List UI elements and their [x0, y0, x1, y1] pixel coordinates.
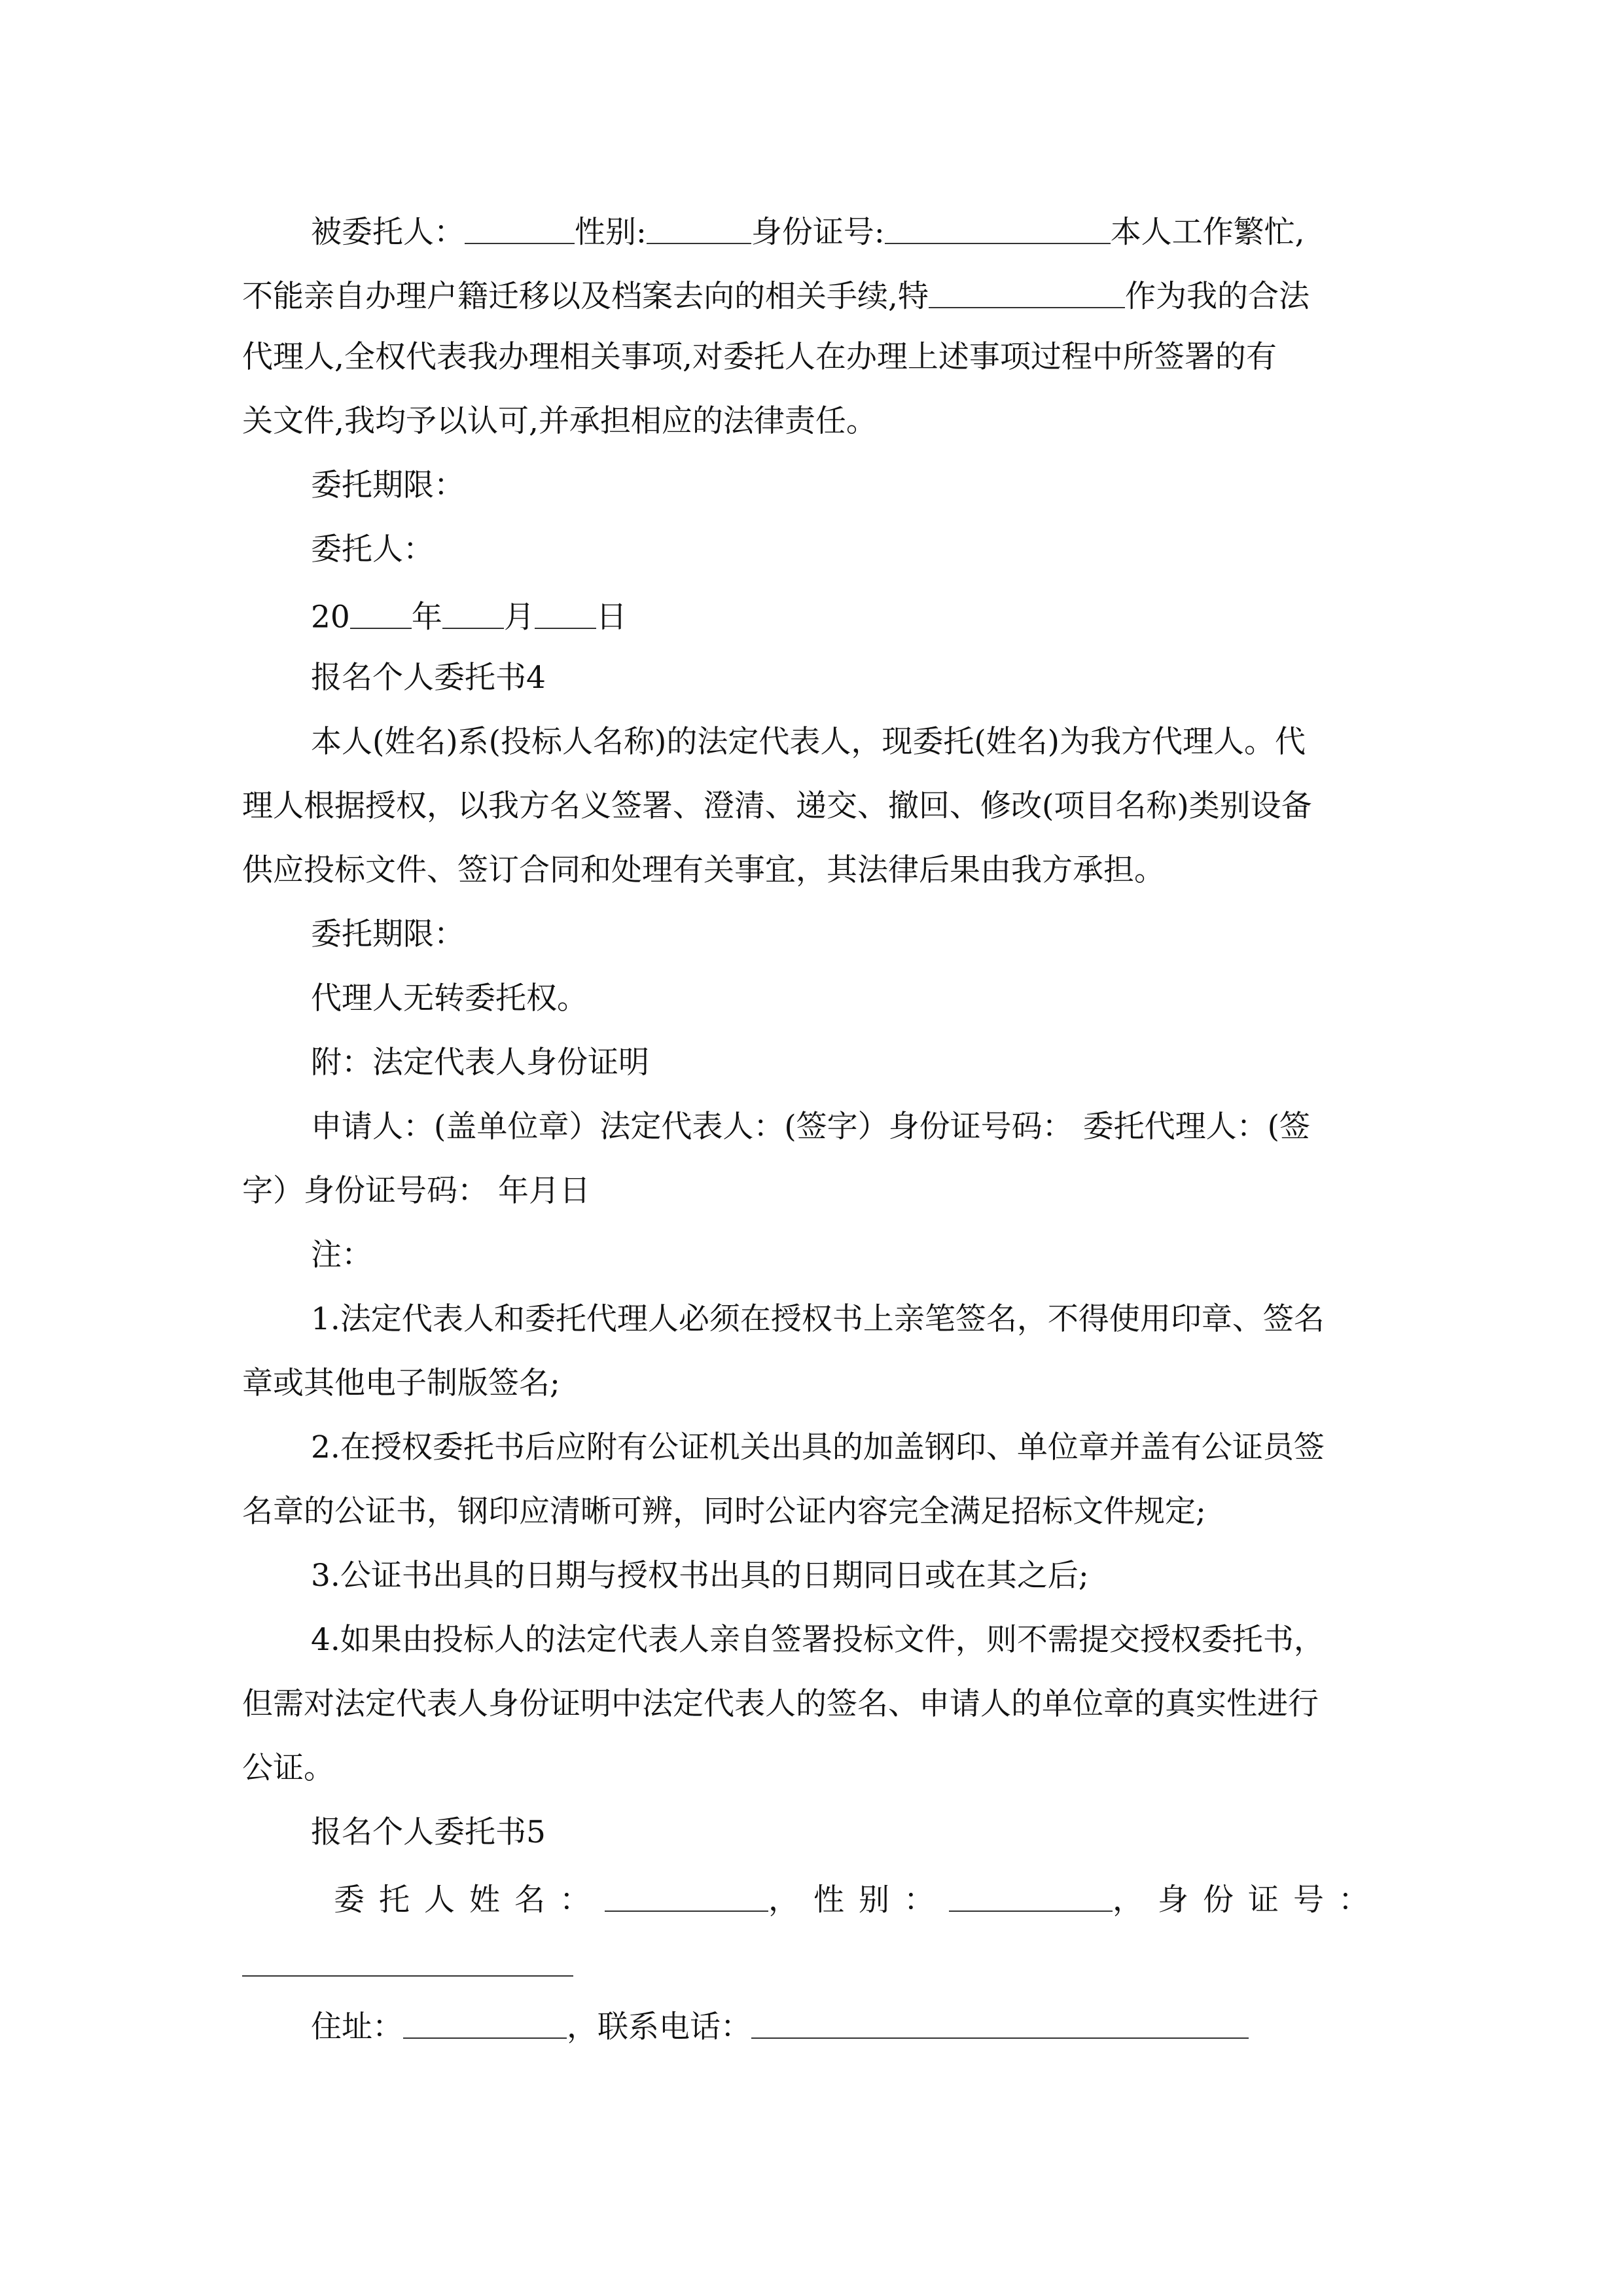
- entrusted-person-label: 被委托人：: [311, 214, 465, 251]
- note-label: 注：: [311, 1237, 372, 1273]
- note4-line3: 公证。: [242, 1750, 334, 1786]
- section4-para-line2: 理人根据授权，以我方名义签署、澄清、递交、撤回、修改(项目名称)类别设备: [242, 788, 1312, 824]
- section4-para-line3: 供应投标文件、签订合同和处理有关事宜，其法律后果由我方承担。: [242, 852, 1165, 888]
- attachment-text: 附：法定代表人身份证明: [311, 1045, 649, 1081]
- entrusted-person-blank[interactable]: [465, 213, 575, 244]
- paragraph1-line3: 代理人,全权代表我办理相关事项,对委托人在办理上述事项过程中所签署的有: [242, 339, 1277, 375]
- note1-line2: 章或其他电子制版签名;: [242, 1365, 560, 1401]
- applicant-line1: 申请人：(盖单位章）法定代表人：(签字）身份证号码： 委托代理人：(签: [311, 1109, 1310, 1145]
- section4-term-label: 委托期限：: [311, 916, 465, 952]
- note2-line2: 名章的公证书，钢印应清晰可辨，同时公证内容完全满足招标文件规定;: [242, 1494, 1206, 1530]
- applicant-line2: 字）身份证号码： 年月日: [242, 1173, 590, 1209]
- section5-id-label: 身份证号：: [1158, 1882, 1383, 1918]
- id-number-blank-line[interactable]: [242, 1975, 573, 1977]
- day-label: 日: [596, 599, 627, 636]
- id-number-blank[interactable]: [885, 213, 1111, 244]
- section5-gender-label: 性别：: [813, 1882, 949, 1918]
- date-line: [311, 598, 1450, 636]
- day-blank[interactable]: [535, 598, 596, 629]
- section4-para-line1: 本人(姓名)系(投标人名称)的法定代表人，现委托(姓名)为我方代理人。代: [311, 724, 1306, 760]
- principal-name-label: 委托人姓名：: [334, 1882, 605, 1918]
- address-phone-line: [311, 2008, 1450, 2045]
- note2-line1: 2.在授权委托书后应附有公证机关出具的加盖钢印、单位章并盖有公证员签: [311, 1429, 1325, 1465]
- month-label: 月: [503, 599, 535, 636]
- note4-line1: 4.如果由投标人的法定代表人亲自签署投标文件，则不需提交授权委托书，: [311, 1622, 1325, 1658]
- note1-line1: 1.法定代表人和委托代理人必须在授权书上亲笔签名，不得使用印章、签名: [311, 1301, 1325, 1337]
- year-label: 年: [411, 599, 442, 636]
- gender-blank[interactable]: [647, 213, 751, 244]
- paragraph1-line2-tail: 作为我的合法: [1124, 278, 1310, 315]
- busy-text: 本人工作繁忙,: [1110, 214, 1305, 251]
- principal-label: 委托人：: [311, 531, 434, 567]
- paragraph1-line2: [242, 278, 1381, 315]
- entrusted-person-line: [311, 213, 1450, 251]
- section5-gender-blank[interactable]: [949, 1881, 1113, 1912]
- address-blank[interactable]: [403, 2008, 567, 2039]
- phone-blank[interactable]: [751, 2008, 1249, 2039]
- date-prefix: 20: [311, 599, 350, 636]
- note3: 3.公证书出具的日期与授权书出具的日期同日或在其之后;: [311, 1558, 1089, 1594]
- no-subdelegation-text: 代理人无转委托权。: [311, 980, 588, 1016]
- comma-1: ，: [768, 1882, 813, 1918]
- principal-name-blank[interactable]: [605, 1881, 768, 1912]
- gender-label: 性别:: [575, 214, 647, 251]
- term-label: 委托期限：: [311, 467, 465, 503]
- section5-title: 报名个人委托书5: [311, 1814, 546, 1850]
- paragraph1-line2-text: 不能亲自办理户籍迁移以及档案去向的相关手续,特: [242, 278, 929, 315]
- agent-name-blank[interactable]: [929, 278, 1125, 308]
- section5-fields-line: [334, 1881, 1472, 1918]
- year-blank[interactable]: [350, 598, 412, 629]
- address-label: 住址：: [311, 2009, 403, 2045]
- section4-title: 报名个人委托书4: [311, 660, 546, 696]
- note4-line2: 但需对法定代表人身份证明中法定代表人的签名、申请人的单位章的真实性进行: [242, 1686, 1319, 1722]
- paragraph1-line4: 关文件,我均予以认可,并承担相应的法律责任。: [242, 403, 877, 439]
- month-blank[interactable]: [442, 598, 504, 629]
- id-number-label: 身份证号:: [751, 214, 885, 251]
- comma-2: ，: [1113, 1882, 1158, 1918]
- phone-label: ，联系电话：: [567, 2009, 751, 2045]
